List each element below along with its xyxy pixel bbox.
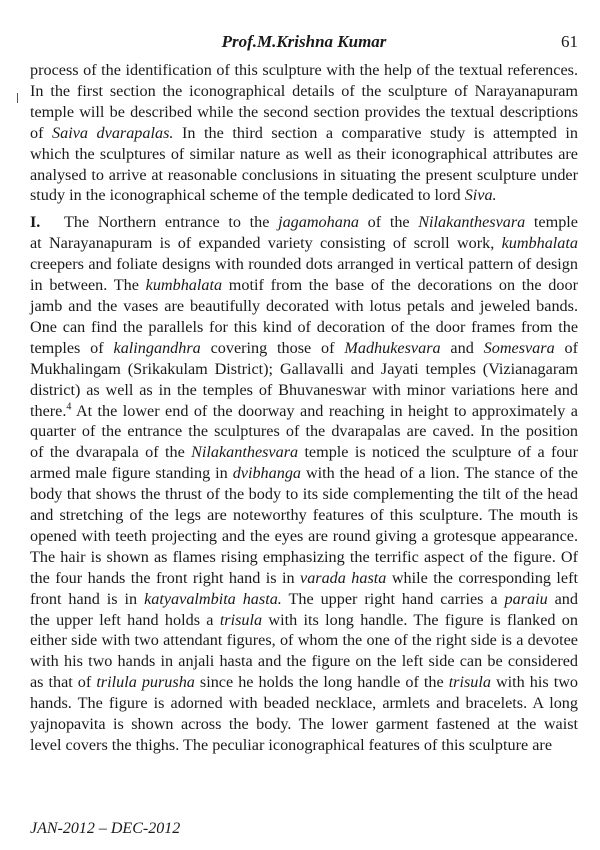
- text-run: creepers and foliate designs with rounded dots arranged in vertical pattern of design: [30, 255, 578, 274]
- italic-term: Saiva dvarapalas.: [52, 123, 174, 142]
- text-run: since he holds the long handle of the: [194, 673, 449, 692]
- text-run: at Narayanapuram is of expanded variety consisting of scroll work,: [30, 234, 502, 253]
- text-line: [30, 442, 578, 463]
- text-run: One can find the parallels for this kind of decoration of the door frames from the: [30, 317, 578, 336]
- text-line: [30, 714, 578, 735]
- text-run: hands. The figure is adorned with beaded necklace, armlets and bracelets. A long: [30, 694, 578, 713]
- text-run: of: [554, 338, 579, 357]
- text-run: the upper left hand holds a: [30, 610, 220, 629]
- text-line: [30, 338, 578, 359]
- text-run: jamb and the vases are beautifully decorated with lotus petals and jeweled bands.: [30, 296, 578, 315]
- text-run: motif from the base of the decorations on the door: [222, 276, 578, 295]
- text-run: study in the iconographical scheme of the temple dedicated to lord: [30, 186, 465, 205]
- italic-term: dvibhanga: [232, 464, 302, 483]
- text-line: [30, 317, 578, 338]
- page-header: [30, 32, 578, 56]
- text-line: [30, 505, 578, 526]
- text-run: yajnopavita is shown across the body. The lower garment fastened at the waist: [30, 715, 578, 734]
- text-run: with its long handle. The figure is flanked on: [262, 610, 578, 629]
- text-run: armed male figure standing in: [30, 464, 233, 483]
- italic-term: kumbhalata: [145, 276, 223, 295]
- text-run: Mukhalingam (Srikakulam District); Gallavalli and Jayati temples (Vizianagaram: [30, 359, 578, 378]
- text-line: [30, 185, 578, 206]
- paragraph-intro: [30, 60, 578, 206]
- text-line: [30, 254, 578, 275]
- text-line: [30, 610, 578, 631]
- text-run: temples of: [30, 338, 114, 357]
- italic-term: trilula purusha: [96, 673, 195, 692]
- margin-mark: [17, 93, 18, 103]
- text-line: [30, 359, 578, 380]
- text-run: with his two: [490, 673, 578, 692]
- text-run: the four hands the front right hand is in: [30, 568, 301, 587]
- text-run: In the first section the iconographical details of the sculpture of Narayanapuram: [30, 81, 578, 100]
- text-line: [30, 275, 578, 296]
- italic-term: varada hasta: [300, 568, 387, 587]
- text-run: there.: [30, 401, 67, 420]
- body-text: [30, 60, 578, 756]
- italic-term: paraiu: [504, 589, 548, 608]
- section-number: I.: [30, 213, 41, 232]
- text-run: temple: [525, 213, 578, 232]
- text-line: [30, 568, 578, 589]
- italic-term: jagamohana: [278, 213, 360, 232]
- text-line: [30, 165, 578, 186]
- text-run: The hair is shown as flames rising emphasizing the terrific aspect of the figure. Of: [30, 547, 578, 566]
- text-line: [30, 60, 578, 81]
- text-run: quarter of the entrance the sculptures of the dvarapalas are caved. In the position: [30, 422, 578, 441]
- italic-term: kalingandhra: [113, 338, 201, 357]
- italic-term: Nilakanthesvara: [191, 443, 299, 462]
- text-run: with the head of a lion. The stance of the: [301, 464, 578, 483]
- text-line: [30, 672, 578, 693]
- text-run: in between. The: [30, 276, 146, 295]
- text-run: as that of: [30, 673, 97, 692]
- running-head: Prof.M.Krishna Kumar: [221, 32, 387, 51]
- text-line: [30, 123, 578, 144]
- text-run: temple will be described while the second section provides the textual descriptions: [30, 102, 578, 121]
- text-line: [30, 547, 578, 568]
- italic-term: kumbhalata: [501, 234, 578, 253]
- text-line: [30, 526, 578, 547]
- text-line: [30, 693, 578, 714]
- text-line: [30, 484, 578, 505]
- text-line: [30, 463, 578, 484]
- text-run: At the lower end of the doorway and reaching in height to approximately a: [71, 401, 578, 420]
- text-run: covering those of: [200, 338, 345, 357]
- issue-footer: JAN-2012 – DEC-2012: [30, 820, 181, 837]
- text-run: front hand is in: [30, 589, 145, 608]
- text-run: which the sculptures of similar nature as well as their iconographical attributes are: [30, 144, 578, 163]
- italic-term: trisula: [448, 673, 491, 692]
- text-run: The Northern entrance to the: [64, 213, 279, 232]
- text-run: In the third section a comparative study is attempted in: [173, 123, 578, 142]
- text-run: and: [547, 589, 578, 608]
- paragraph-section-1: [30, 212, 578, 756]
- footnote-ref: 4: [66, 401, 72, 413]
- text-line: [30, 212, 578, 233]
- text-run: of: [30, 123, 53, 142]
- text-run: while the corresponding left: [386, 568, 579, 587]
- text-line: [30, 81, 578, 102]
- text-line: [30, 735, 578, 756]
- text-line: [30, 589, 578, 610]
- text-line: [30, 102, 578, 123]
- text-run: and stretching of the legs are noteworthy features of this sculpture. The mouth is: [30, 506, 578, 525]
- text-line: [30, 421, 578, 442]
- text-run: district) as well as in the temples of Bhuvaneswar with minor variations here and: [30, 380, 578, 399]
- page-number: 61: [561, 32, 578, 51]
- text-run: of the dvarapala of the: [30, 443, 192, 462]
- text-line: [30, 651, 578, 672]
- text-run: body that shows the thrust of the body to its side complementing the tilt of the head: [30, 485, 578, 504]
- italic-term: katyavalmbita hasta.: [144, 589, 282, 608]
- text-run: with his two hands in anjali hasta and the figure on the left side can be considered: [30, 652, 578, 671]
- italic-term: Nilakanthesvara: [418, 213, 526, 232]
- text-run: analysed to arrive at reasonable conclusions in situating the present sculpture under: [30, 165, 578, 184]
- text-line: [30, 233, 578, 254]
- text-run: opened with teeth projecting and the eyes are round giving a grotesque appearance.: [30, 526, 578, 545]
- text-run: and: [440, 338, 484, 357]
- text-line: [30, 401, 578, 422]
- italic-term: trisula: [219, 610, 263, 629]
- text-line: [30, 144, 578, 165]
- text-line: [30, 296, 578, 317]
- italic-term: Somesvara: [483, 338, 555, 357]
- text-line: [30, 630, 578, 651]
- text-run: either side with two attendant figures, of whom the one of the right side is a devotee: [30, 631, 578, 650]
- italic-term: Siva.: [464, 186, 497, 205]
- text-run: process of the identification of this sculpture with the help of the textual references.: [30, 61, 578, 79]
- text-run: level covers the thighs. The peculiar iconographical features of this sculpture are: [30, 736, 552, 754]
- text-run: temple is noticed the sculpture of a four: [298, 443, 578, 462]
- text-run: of the: [359, 213, 419, 232]
- text-run: The upper right hand carries a: [281, 589, 505, 608]
- text-line: [30, 380, 578, 401]
- italic-term: Madhukesvara: [344, 338, 441, 357]
